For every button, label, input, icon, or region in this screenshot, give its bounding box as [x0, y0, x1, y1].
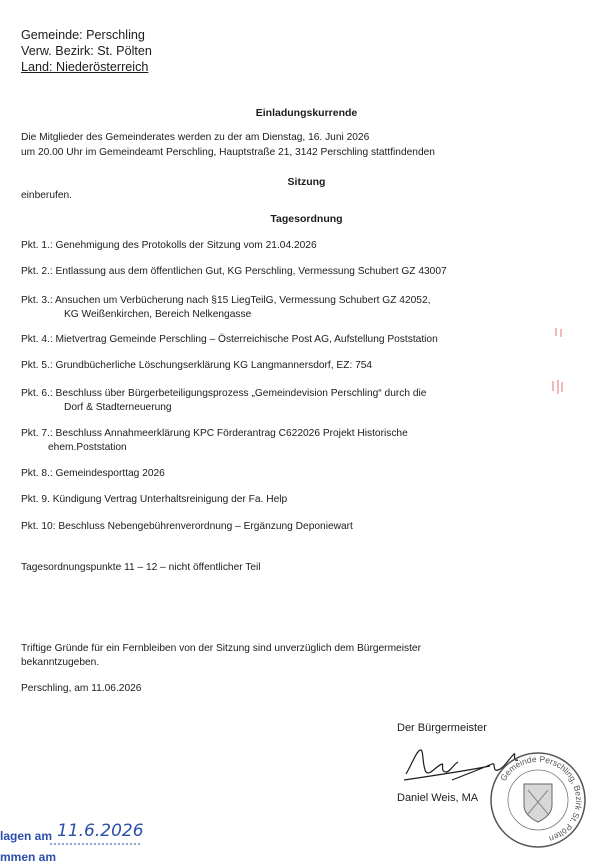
agenda-item: [21, 467, 581, 481]
seal-text: Gemeinde Perschling, Bezirk St. Pölten: [497, 753, 585, 845]
convened-text: einberufen.: [21, 190, 72, 201]
header-state: Land: Niederösterreich: [21, 60, 149, 74]
agenda-item-text: Pkt. 4.: Mietvertrag Gemeinde Perschling – Österreichische Post AG, Aufstellung Poststation: [21, 334, 438, 345]
agenda-item-text: Pkt. 6.: Beschluss über Bürgerbeteiligungsprozess „Gemeindevision Perschling“ durch die: [21, 388, 427, 399]
intro-paragraph: [21, 130, 601, 160]
agenda-item-continuation: KG Weißenkirchen, Bereich Nelkengasse: [64, 309, 252, 320]
absence-notice: [21, 642, 581, 670]
session-heading: Sitzung: [287, 176, 326, 188]
municipal-seal-icon: [488, 750, 588, 850]
absence-notice-line-2: bekanntzugeben.: [21, 657, 100, 668]
header-municipality: Gemeinde: Perschling: [21, 28, 145, 42]
agenda-item: [21, 265, 581, 279]
agenda-item: [21, 387, 581, 415]
stamp-handwritten-date: 11.6.2026: [57, 821, 144, 841]
receipt-stamp: [0, 818, 145, 868]
mayor-name: Daniel Weis, MA: [397, 792, 479, 804]
agenda-item-text: Pkt. 10: Beschluss Nebengebührenverordnung – Ergänzung Deponiewart: [21, 521, 353, 532]
agenda-item: [21, 333, 581, 347]
absence-notice-line-1: Triftige Gründe für ein Fernbleiben von der Sitzung sind unverzüglich dem Bürgermeister: [21, 643, 421, 654]
agenda-item: [21, 427, 581, 455]
intro-line-1: Die Mitglieder des Gemeinderates werden zu der am Dienstag, 16. Juni 2026: [21, 132, 370, 143]
agenda-item-text: Pkt. 7.: Beschluss Annahmeerklärung KPC Förderantrag C622026 Projekt Historische: [21, 428, 408, 439]
agenda-item-text: Pkt. 9. Kündigung Vertrag Unterhaltsreinigung der Fa. Help: [21, 494, 288, 505]
place-and-date: Perschling, am 11.06.2026: [21, 683, 142, 694]
agenda-item-continuation: Dorf & Stadterneuerung: [64, 402, 172, 413]
agenda-item: [21, 493, 581, 507]
closed-session-note: Tagesordnungspunkte 11 – 12 – nicht öffentlicher Teil: [21, 562, 261, 573]
agenda-item-text: Pkt. 8.: Gemeindesporttag 2026: [21, 468, 165, 479]
agenda-item: [21, 239, 581, 253]
red-mark-icon: [552, 326, 566, 340]
mayor-role: Der Bürgermeister: [397, 722, 487, 734]
agenda-item-text: Pkt. 1.: Genehmigung des Protokolls der Sitzung vom 21.04.2026: [21, 240, 317, 251]
agenda-item-text: Pkt. 3.: Ansuchen um Verbücherung nach §15 LiegTeilG, Vermessung Schubert GZ 42052,: [21, 295, 431, 306]
stamp-label-received: lagen am: [0, 829, 53, 843]
agenda-item: [21, 520, 581, 534]
red-mark-icon: [550, 378, 566, 398]
stamp-label-taken: mmen am: [0, 850, 57, 863]
agenda-item-text: Pkt. 2.: Entlassung aus dem öffentlichen Gut, KG Perschling, Vermessung Schubert GZ 43007: [21, 266, 447, 277]
intro-line-2: um 20.00 Uhr im Gemeindeamt Perschling, Hauptstraße 21, 3142 Perschling stattfindenden: [21, 147, 435, 158]
municipality-header: [21, 27, 152, 75]
agenda-item-continuation: ehem.Poststation: [48, 442, 127, 453]
header-district: Verw. Bezirk: St. Pölten: [21, 44, 152, 58]
agenda-item: [21, 359, 581, 373]
agenda-item: [21, 294, 581, 322]
document-title: Einladungskurrende: [255, 107, 358, 119]
receipt-stamp-image: [0, 818, 145, 863]
agenda-title: Tagesordnung: [270, 213, 343, 225]
agenda-item-text: Pkt. 5.: Grundbücherliche Löschungserklärung KG Langmannersdorf, EZ: 754: [21, 360, 373, 371]
